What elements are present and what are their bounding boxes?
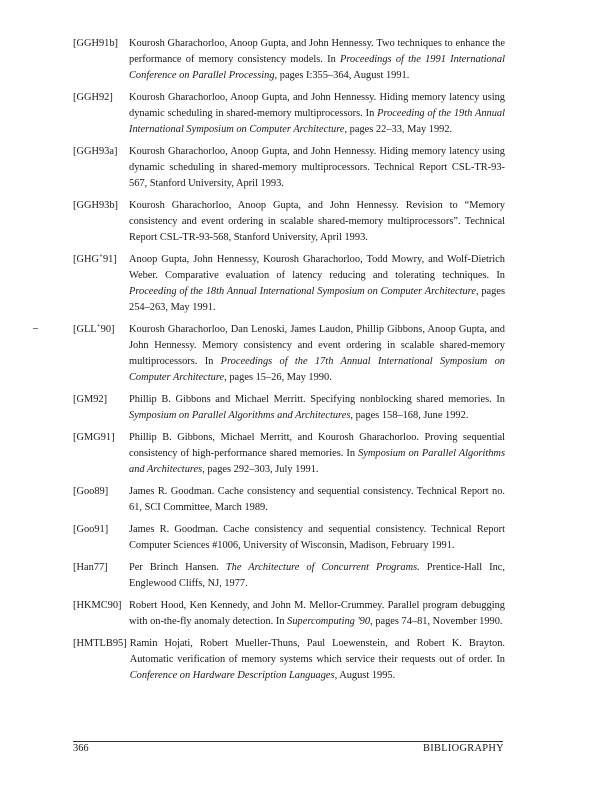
citation-segment: , August 1995. <box>334 670 396 681</box>
running-head: BIBLIOGRAPHY <box>423 743 504 754</box>
citation-key: [GGH92] <box>73 92 113 103</box>
citation-segment: James R. Goodman. Cache consistency and sequential consistency. Technical Report no. 61, SCI Committee, March 1989. <box>129 486 505 513</box>
citation-key: [GGH93b] <box>73 200 119 211</box>
citation-key: [HMTLB95] <box>73 638 127 649</box>
citation-segment: Phillip B. Gibbons and Michael Merritt. Specifying nonblocking shared memories. In <box>129 394 505 405</box>
citation-key: [GLL+90] <box>73 321 115 335</box>
bib-entry <box>73 322 505 386</box>
citation-text <box>129 198 505 246</box>
citation-segment: , pages 15–26, May 1990. <box>224 372 332 383</box>
bib-entry <box>73 144 505 192</box>
margin-mark <box>33 328 38 329</box>
citation-text <box>130 636 505 684</box>
bib-entry <box>73 636 505 684</box>
citation-text <box>129 392 505 424</box>
citation-segment: James R. Goodman. Cache consistency and sequential consistency. Technical Report Computer Sciences #1006, University of Wisconsin, Madison, February 1991. <box>129 524 505 551</box>
citation-segment: Per Brinch Hansen. <box>129 562 226 573</box>
citation-segment: , pages 22–33, May 1992. <box>344 124 453 135</box>
citation-segment: Kourosh Gharachorloo, Anoop Gupta, and John Hennessy. Hiding memory latency using dynamic scheduling in shared-memory multiprocessors. In <box>129 92 505 119</box>
citation-text <box>129 522 505 554</box>
venue-title: The Architecture of Concurrent Programs. <box>225 562 420 573</box>
venue-title: Proceeding of the 18th Annual International Symposium on Computer Architecture <box>129 286 476 297</box>
citation-segment: , pages 254–263, May 1991. <box>129 286 505 313</box>
venue-title: Symposium on Parallel Algorithms and Architectures <box>129 448 505 475</box>
venue-title: Symposium on Parallel Algorithms and Architectures <box>129 410 351 421</box>
citation-text <box>129 252 505 316</box>
citation-text <box>129 598 505 630</box>
citation-key: [GGH91b] <box>73 38 119 49</box>
venue-title: Proceeding of the 19th Annual International Symposium on Computer Architecture <box>129 108 505 135</box>
bib-entry <box>73 198 505 246</box>
citation-key: [Han77] <box>73 562 108 573</box>
citation-text <box>129 560 505 592</box>
citation-text <box>129 90 505 138</box>
venue-title: Supercomputing '90 <box>287 616 371 627</box>
bib-entry <box>73 560 505 592</box>
citation-text <box>129 36 505 84</box>
citation-key: [GGH93a] <box>73 146 118 157</box>
bib-entry <box>73 90 505 138</box>
citation-segment: Kourosh Gharachorloo, Dan Lenoski, James Laudon, Phillip Gibbons, Anoop Gupta, and John Hennessy. Memory consistency and event ordering in scalable shared-memory multiprocessors. In <box>129 324 505 367</box>
citation-text <box>129 484 505 516</box>
citation-text <box>129 430 505 478</box>
citation-segment: Prentice-Hall Inc, Englewood Cliffs, NJ, 1977. <box>129 562 505 589</box>
bib-entry <box>73 430 505 478</box>
citation-segment: Kourosh Gharachorloo, Anoop Gupta, and John Hennessy. Hiding memory latency using dynamic scheduling in shared-memory multiprocessors. Technical Report CSL-TR-93-567, Stanford University, April 1993. <box>129 146 505 189</box>
bibliography-list <box>73 36 505 684</box>
citation-segment: Phillip B. Gibbons, Michael Merritt, and Kourosh Gharachorloo. Proving sequential consistency of high-performance shared memories. In <box>129 432 505 459</box>
citation-key: [Goo91] <box>73 524 109 535</box>
citation-key: [HKMC90] <box>73 600 122 611</box>
citation-segment: Anoop Gupta, John Hennessy, Kourosh Gharachorloo, Todd Mowry, and Wolf-Dietrich Weber. Comparative evaluation of latency reducing and tolerating techniques. In <box>129 254 505 281</box>
venue-title: Proceedings of the 1991 International Conference on Parallel Processing <box>129 54 505 81</box>
bib-entry <box>73 522 505 554</box>
citation-segment: , pages 292–303, July 1991. <box>202 464 319 475</box>
citation-key: [GHG+91] <box>73 251 117 265</box>
citation-text <box>129 144 505 192</box>
citation-segment: Robert Hood, Ken Kennedy, and John M. Mellor-Crummey. Parallel program debugging with on-the-fly anomaly detection. In <box>129 600 505 627</box>
bib-entry <box>73 36 505 84</box>
bib-entry <box>73 484 505 516</box>
citation-key: [GM92] <box>73 394 108 405</box>
citation-segment: Kourosh Gharachorloo, Anoop Gupta, and John Hennessy. Two techniques to enhance the performance of memory consistency models. In <box>129 38 505 65</box>
citation-segment: , pages I:355–364, August 1991. <box>274 70 410 81</box>
bib-entry <box>73 598 505 630</box>
citation-key: [Goo89] <box>73 486 109 497</box>
venue-title: Conference on Hardware Description Languages <box>129 670 335 681</box>
venue-title: Proceedings of the 17th Annual International Symposium on Computer Architecture <box>129 356 505 383</box>
page-number: 366 <box>73 743 89 754</box>
citation-segment: , pages 74–81, November 1990. <box>370 616 503 627</box>
citation-text <box>129 322 505 386</box>
citation-segment: , pages 158–168, June 1992. <box>350 410 469 421</box>
bib-entry <box>73 392 505 424</box>
citation-segment: Ramin Hojati, Robert Mueller-Thuns, Paul Loewenstein, and Robert K. Brayton. Automatic verification of memory systems which service their requests out of order. In <box>129 638 505 665</box>
citation-segment: Kourosh Gharachorloo, Anoop Gupta, and John Hennessy. Revision to “Memory consistency and event ordering in scalable shared-memory multiprocessors”. Technical Report CSL-TR-93-568, Stanford University, April 1993. <box>129 200 505 243</box>
bib-entry <box>73 252 505 316</box>
footer-rule <box>73 741 503 742</box>
citation-key: [GMG91] <box>73 432 115 443</box>
